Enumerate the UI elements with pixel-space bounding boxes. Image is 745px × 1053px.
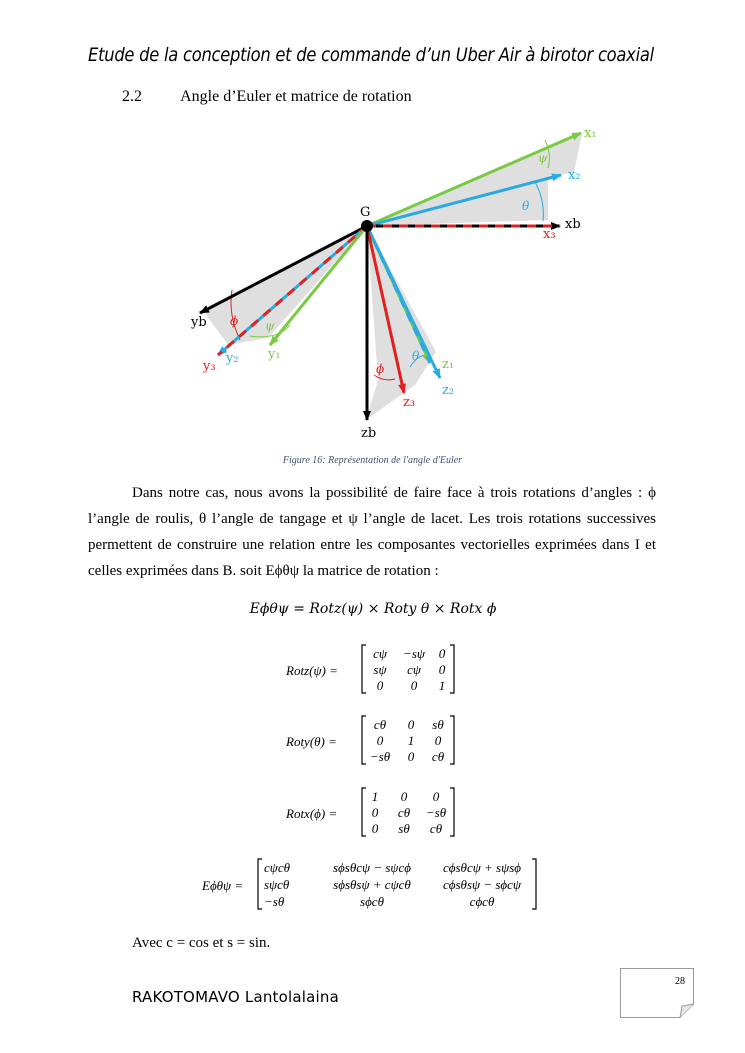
- matrix-full-lhs: Eϕθψ =: [202, 878, 244, 893]
- matrix-full-cell: sϕsθcψ − sψcϕ: [333, 860, 411, 875]
- page-number-box: [620, 968, 694, 1018]
- matrix-rotz: [280, 643, 470, 697]
- label-y3: y₃: [203, 359, 216, 374]
- equation-main: [0, 592, 745, 626]
- label-x2: x₂: [568, 168, 581, 183]
- matrix-rotx-cell: cθ: [397, 805, 411, 820]
- paragraph-text: Dans notre cas, nous avons la possibilité de faire face à trois rotations d’angles : ϕ l’angle de roulis, θ l’angle de tangage et ψ l’angle de lacet. Les trois rotations successives permettent de construire une relation entre les composantes vectorielles exprimées dans I et celles exprimées dans B. soit Eϕθψ la matrice de rotation :: [88, 485, 656, 579]
- matrix-full-cell: −sθ: [264, 894, 285, 909]
- matrix-rotx-cell: −sθ: [425, 805, 447, 820]
- matrix-roty-cell: 0: [434, 733, 442, 748]
- matrix-rotx-cell: 1: [371, 789, 379, 804]
- equation-main-text: Eϕθψ = Rotz(ψ) × Roty θ × Rotx ϕ: [249, 601, 497, 617]
- matrix-full: [196, 856, 556, 914]
- page-number: 28: [675, 976, 685, 987]
- matrix-roty-cell: 0: [407, 749, 415, 764]
- matrix-roty-cell: 0: [376, 733, 384, 748]
- running-header: Etude de la conception et de commande d’un Uber Air à birotor coaxial: [88, 44, 654, 66]
- matrix-rotz-cell: 0: [410, 678, 418, 693]
- origin-point: [361, 220, 373, 232]
- matrix-rotz-cell: 0: [438, 662, 446, 677]
- label-z1: z₁: [442, 357, 455, 372]
- label-yb: yb: [191, 315, 207, 330]
- matrix-rotz-cell: 0: [438, 646, 446, 661]
- matrix-rotz-cell: cψ: [373, 646, 387, 661]
- label-G: G: [360, 205, 371, 220]
- label-z3: z₃: [403, 395, 416, 410]
- matrix-rotx-cell: 0: [371, 805, 379, 820]
- body-paragraph: [88, 480, 656, 584]
- matrix-roty-cell: cθ: [373, 717, 387, 732]
- author-name: RAKOTOMAVO Lantolalaina: [132, 988, 339, 1006]
- label-y2: y₂: [226, 351, 239, 366]
- matrix-full-cell: sψcθ: [264, 877, 290, 892]
- matrix-full-cell: sϕsθsψ + cψcθ: [333, 877, 411, 892]
- matrix-full-cell: cϕcθ: [469, 894, 495, 909]
- label-y1: y₁: [268, 347, 281, 362]
- angle-phi-left: ϕ: [230, 314, 239, 328]
- abbreviation-note: Avec c = cos et s = sin.: [132, 935, 271, 951]
- matrix-roty-cell: sθ: [432, 717, 444, 732]
- euler-angle-figure: [185, 122, 595, 442]
- matrix-rotx-cell: 0: [400, 789, 408, 804]
- angle-psi-top: ψ: [538, 151, 548, 165]
- matrix-rotx-cell: sθ: [398, 821, 410, 836]
- matrix-rotx-cell: 0: [371, 821, 379, 836]
- matrix-rotx-lhs: Rotx(ϕ) =: [286, 806, 338, 821]
- matrix-roty: [280, 714, 470, 768]
- matrix-roty-lhs: Roty(θ) =: [286, 734, 337, 749]
- matrix-rotz-cell: cψ: [407, 662, 421, 677]
- matrix-roty-cell: 1: [407, 733, 415, 748]
- section-heading: [122, 88, 412, 106]
- figure-caption: Figure 16: Représentation de l'angle d'Euler: [282, 455, 463, 466]
- matrix-rotx-cell: cθ: [429, 821, 443, 836]
- angle-theta-bottom: θ: [412, 349, 420, 363]
- matrix-roty-cell: −sθ: [369, 749, 391, 764]
- matrix-roty-cell: 0: [407, 717, 415, 732]
- matrix-rotx-cell: 0: [432, 789, 440, 804]
- angle-phi-bottom: ϕ: [376, 362, 385, 376]
- label-xb: xb: [565, 217, 581, 232]
- matrix-full-cell: cϕsθsψ − sϕcψ: [443, 877, 521, 892]
- matrix-rotz-cell: sψ: [373, 662, 387, 677]
- label-zb: zb: [361, 426, 377, 441]
- section-number: 2.2: [122, 88, 142, 105]
- matrix-full-cell: cϕsθcψ + sψsϕ: [443, 860, 521, 875]
- label-z2: z₂: [442, 383, 455, 398]
- angle-psi-left: ψ: [265, 319, 275, 333]
- matrix-full-cell: cψcθ: [264, 860, 290, 875]
- label-x1: x₁: [584, 126, 597, 141]
- matrix-rotz-cell: 1: [438, 678, 446, 693]
- matrix-rotx: [280, 786, 470, 840]
- matrix-full-cell: sϕcθ: [360, 894, 384, 909]
- matrix-rotz-cell: 0: [376, 678, 384, 693]
- section-title: Angle d’Euler et matrice de rotation: [180, 88, 412, 105]
- matrix-roty-cell: cθ: [431, 749, 445, 764]
- label-x3: x₃: [543, 227, 556, 242]
- angle-theta-top: θ: [522, 199, 530, 213]
- matrix-rotz-cell: −sψ: [403, 646, 425, 661]
- matrix-rotz-lhs: Rotz(ψ) =: [286, 663, 338, 678]
